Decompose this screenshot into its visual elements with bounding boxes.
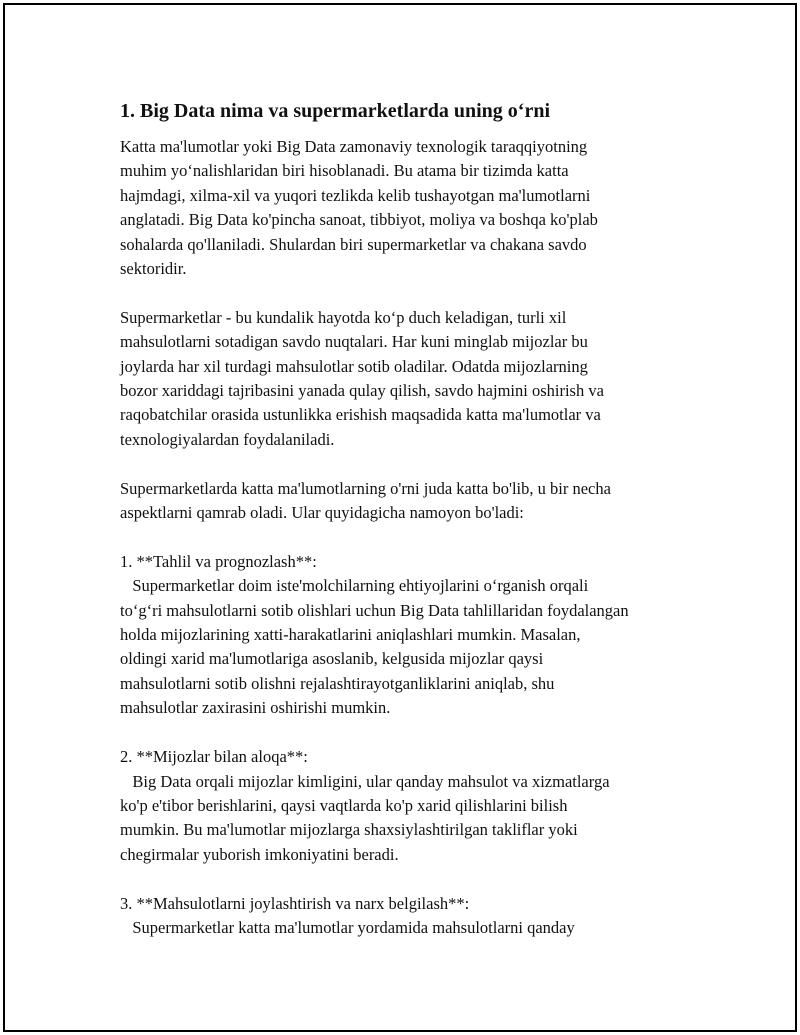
document-body <box>120 97 700 940</box>
paragraph-gap <box>120 721 700 745</box>
page-frame <box>3 3 797 1032</box>
paragraph-gap <box>120 452 700 476</box>
paragraph-gap <box>120 281 700 305</box>
paragraph-supermarkets: Supermarketlar - bu kundalik hayotda ko‘p duch keladigan, turli xil mahsulotlarni sotadigan savdo nuqtalari. Har kuni minglab mijozlar bu joylarda har xil turdagi mahsulotlar sotib oladilar. Odatda mijozlarning bozor xariddagi tajribasini yanada qulay qilish, savdo hajmini oshirish va raqobatchilar orasida ustunlikka erishish maqsadida katta ma'lumotlar va texnologiyalardan foydalaniladi. <box>120 307 604 449</box>
paragraph-intro: Katta ma'lumotlar yoki Big Data zamonaviy texnologik taraqqiyotning muhim yo‘nalishlaridan biri hisoblanadi. Bu atama bir tizimda katta hajmdagi, xilma-xil va yuqori tezlikda kelib tushayotgan ma'lumotlarni anglatadi. Big Data ko'pincha sanoat, tibbiyot, moliya va boshqa ko'plab sohalarda qo'llaniladi. Shulardan biri supermarketlar va chakana savdo sektoridir. <box>120 137 598 279</box>
paragraph-role: Supermarketlarda katta ma'lumotlarning o'rni juda katta bo'lib, u bir necha aspektlarni qamrab oladi. Ular quyidagicha namoyon bo'ladi: <box>120 478 611 523</box>
list-item-placement: 3. **Mahsulotlarni joylashtirish va narx belgilash**: Supermarketlar katta ma'lumotlar yordamida mahsulotlarni qanday <box>120 893 575 937</box>
list-item-analysis: 1. **Tahlil va prognozlash**: Supermarketlar doim iste'molchilarning ehtiyojlarini o‘rganish orqali to‘g‘ri mahsulotlarni sotib olishlari uchun Big Data tahlillaridan foydalangan holda mijozlarining xatti-harakatlarini aniqlashlari mumkin. Masalan, oldingi xarid ma'lumotlariga asoslanib, kelgusida mijozlar qaysi mahsulotlarni sotib olishni rejalashtirayotganliklarini aniqlab, shu mahsulotlar zaxirasini oshirishi mumkin. <box>120 551 629 718</box>
paragraph-gap <box>120 525 700 549</box>
section-heading: 1. Big Data nima va supermarketlarda uning o‘rni <box>120 100 551 122</box>
list-item-customers: 2. **Mijozlar bilan aloqa**: Big Data orqali mijozlar kimligini, ular qanday mahsulot va xizmatlarga ko'p e'tibor berishlarini, qaysi vaqtlarda ko'p xarid qilishlarini bilish mumkin. Bu ma'lumotlar mijozlarga shaxsiylashtirilgan takliflar yoki chegirmalar yuborish imkoniyatini beradi. <box>120 747 610 864</box>
paragraph-gap <box>120 867 700 891</box>
